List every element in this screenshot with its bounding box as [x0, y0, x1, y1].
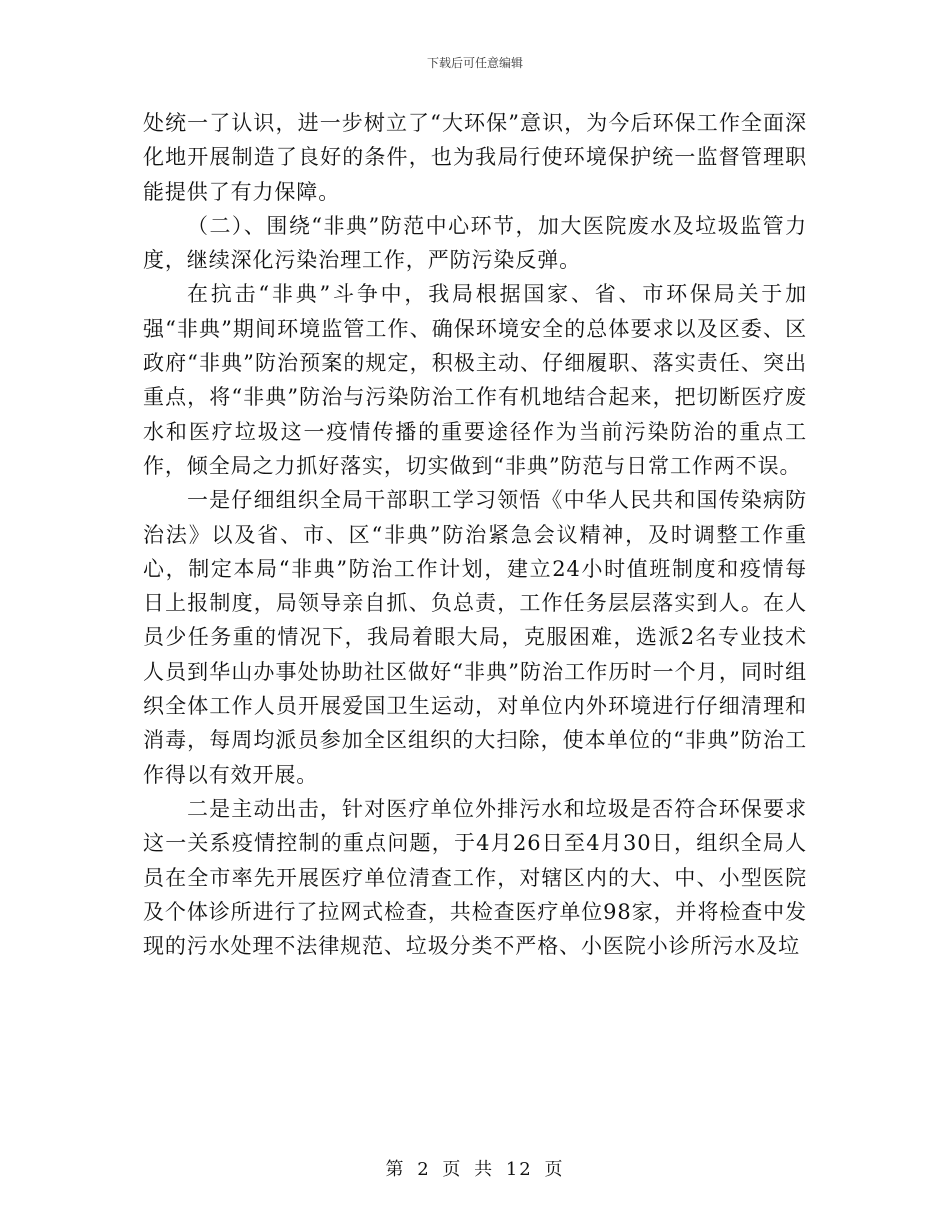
- document-body: [143, 106, 807, 963]
- paragraph-sars-fight: 在抗击“非典”斗争中，我局根据国家、省、市环保局关于加强“非典”期间环境监管工作、确保环境安全的总体要求以及区委、区政府“非典”防治预案的规定，积极主动、仔细履职、落实责任、突出重点，将“非典”防治与污染防治工作有机地结合起来，把切断医疗废水和医疗垃圾这一疫情传播的重要途径作为当前污染防治的重点工作，倾全局之力抓好落实，切实做到“非典”防范与日常工作两不误。: [143, 282, 807, 478]
- paragraph-continuation: 处统一了认识，进一步树立了“大环保”意识，为今后环保工作全面深化地开展制造了良好的条件，也为我局行使环境保护统一监督管理职能提供了有力保障。: [143, 111, 807, 204]
- paragraph-point-two: 二是主动出击，针对医疗单位外排污水和垃圾是否符合环保要求这一关系疫情控制的重点问题，于4月26日至4月30日，组织全局人员在全市率先开展医疗单位清查工作，对辖区内的大、中、小型医院及个体诊所进行了拉网式检查，共检查医疗单位98家，并将检查中发现的污水处理不法律规范、垃圾分类不严格、小医院小诊所污水及垃: [143, 796, 807, 959]
- paragraph-point-one: 一是仔细组织全局干部职工学习领悟《中华人民共和国传染病防治法》以及省、市、区“非典”防治紧急会议精神，及时调整工作重心，制定本局“非典”防治工作计划，建立24小时值班制度和疫情每日上报制度，局领导亲自抓、负总责，工作任务层层落实到人。在人员少任务重的情况下，我局着眼大局，克服困难，选派2名专业技术人员到华山办事处协助社区做好“非典”防治工作历时一个月，同时组织全体工作人员开展爱国卫生运动，对单位内外环境进行仔细清理和消毒，每周均派员参加全区组织的大扫除，使本单位的“非典”防治工作得以有效开展。: [143, 488, 807, 787]
- section-heading-2: （二）、围绕“非典”防范中心环节，加大医院废水及垃圾监管力度，继续深化污染治理工作，严防污染反弹。: [143, 213, 807, 273]
- page-number-footer: 第 2 页 共 12 页: [385, 1159, 565, 1180]
- page-header: 下载后可任意编辑: [426, 56, 523, 70]
